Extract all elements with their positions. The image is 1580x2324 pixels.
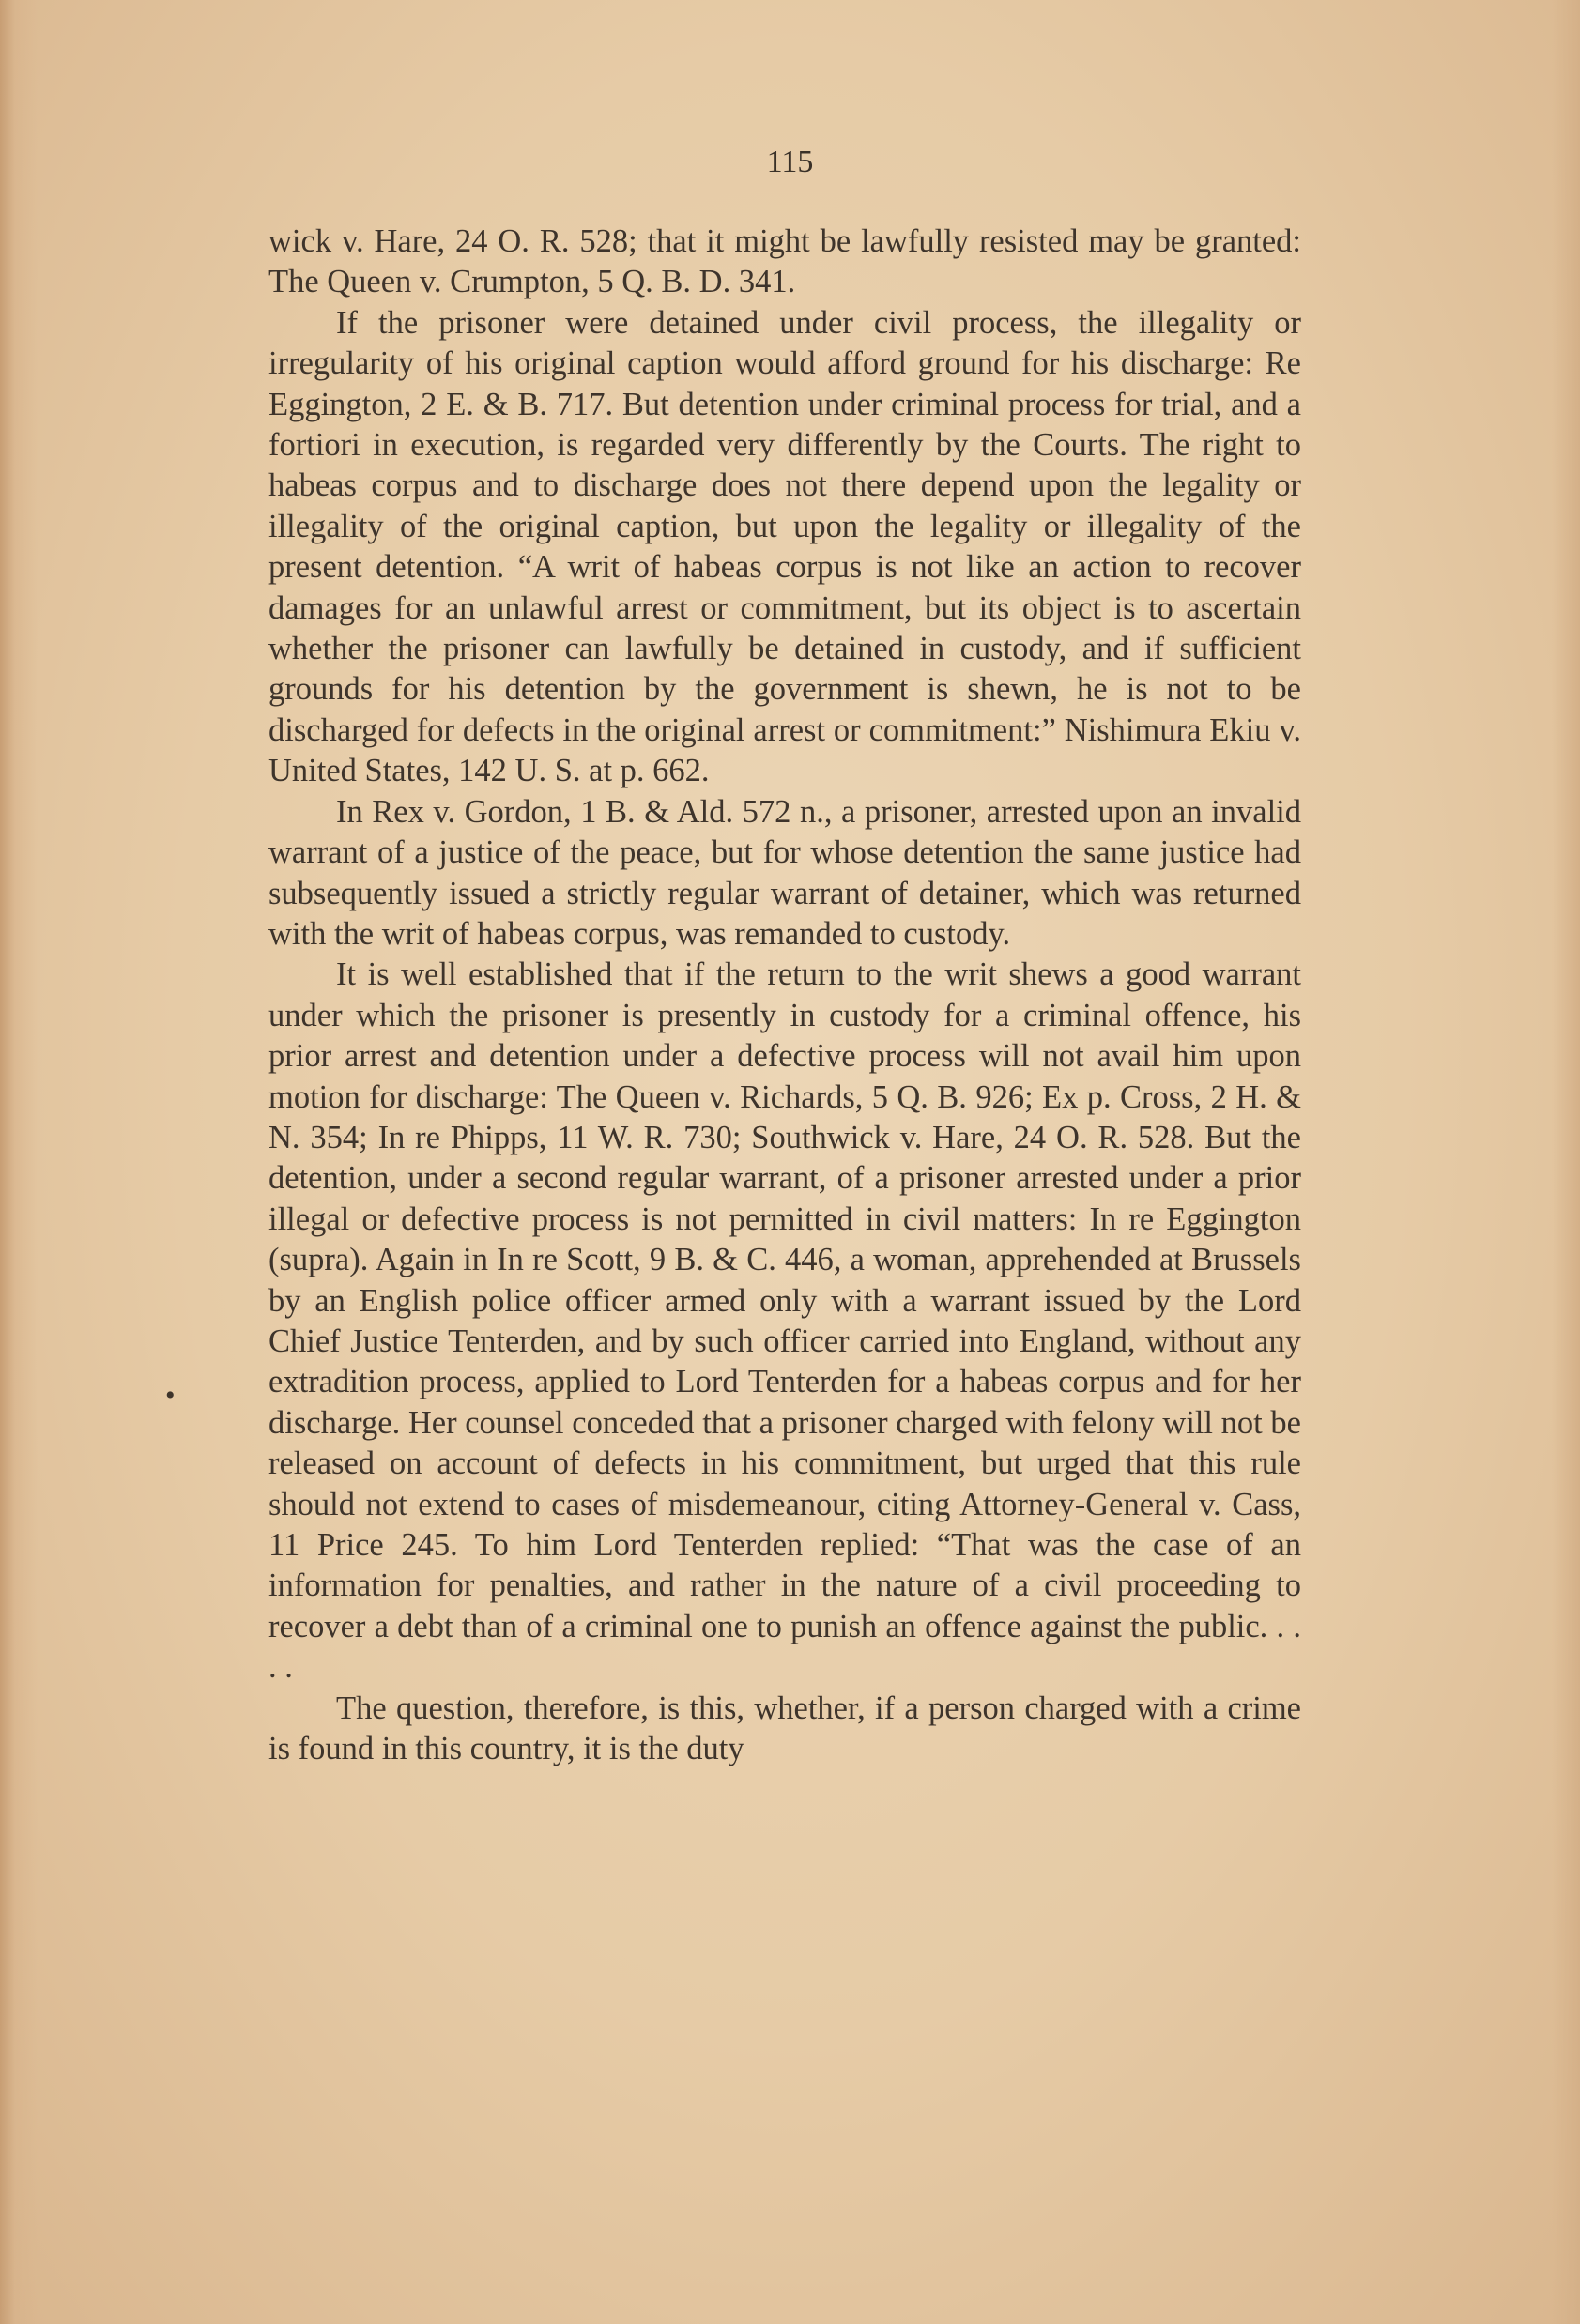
binding-shadow: [0, 0, 38, 2324]
paragraph-question: The question, therefore, is this, whether, if a person charged with a crime is found in this country, it is the duty: [268, 1689, 1301, 1767]
paragraph-rex-v-gordon: In Rex v. Gordon, 1 B. & Ald. 572 n., a prisoner, arrested upon an invalid warrant of a justice of the peace, but for whose detention the same justice had subsequently issued a strictly regular warrant of detainer, which was returned with the writ of habeas corpus, was remanded to custody.: [268, 793, 1301, 952]
paragraph-civil-process: If the prisoner were detained under civil process, the illegality or irregularity of his original caption would afford ground for his discharge: Re Eggington, 2 E. & B. 717. But detention under criminal process for trial, and a fortiori in execution, is regarded very differently by the Courts. The right to habeas corpus and to discharge does not there depend upon the legality or illegality of the original caption, but upon the legality or illegality of the present detention. “A writ of habeas corpus is not like an action to recover damages for an unlawful arrest or commitment, but its object is to ascertain whether the prisoner can lawfully be detained in custody, and if sufficient grounds for his detention by the government is shewn, he is not to be discharged for defects in the original arrest or commitment:” Nishimura Ekiu v. United States, 142 U. S. at p. 662.: [268, 304, 1301, 789]
page-number: 115: [766, 145, 814, 179]
paragraph-continuation: wick v. Hare, 24 O. R. 528; that it might be lawfully resisted may be granted: The Queen v. Crumpton, 5 Q. B. D. 341.: [268, 223, 1301, 300]
margin-mark: •: [165, 1380, 176, 1411]
body-text: [268, 222, 1301, 1769]
edge-shadow: [1552, 0, 1580, 2324]
paragraph-well-established: It is well established that if the return to the writ shews a good warrant under which the prisoner is presently in custody for a criminal offence, his prior arrest and detention under a defective process will not avail him upon motion for discharge: The Queen v. Richards, 5 Q. B. 926; Ex p. Cross, 2 H. & N. 354; In re Phipps, 11 W. R. 730; Southwick v. Hare, 24 O. R. 528. But the detention, under a second regular warrant, of a prisoner arrested under a prior illegal or defective process is not permitted in civil matters: In re Eggington (supra). Again in In re Scott, 9 B. & C. 446, a woman, apprehended at Brussels by an English police officer armed only with a warrant issued by the Lord Chief Justice Tenterden, and by such officer carried into England, without any extradition process, applied to Lord Tenterden for a habeas corpus and for her discharge. Her counsel conceded that a prisoner charged with felony will not be released on account of defects in his commitment, but urged that this rule should not extend to cases of misdemeanour, citing Attorney-General v. Cass, 11 Price 245. To him Lord Tenterden replied: “That was the case of an information for penalties, and rather in the nature of a civil proceeding to recover a debt than of a criminal one to punish an offence against the public. . . . .: [268, 956, 1301, 1686]
